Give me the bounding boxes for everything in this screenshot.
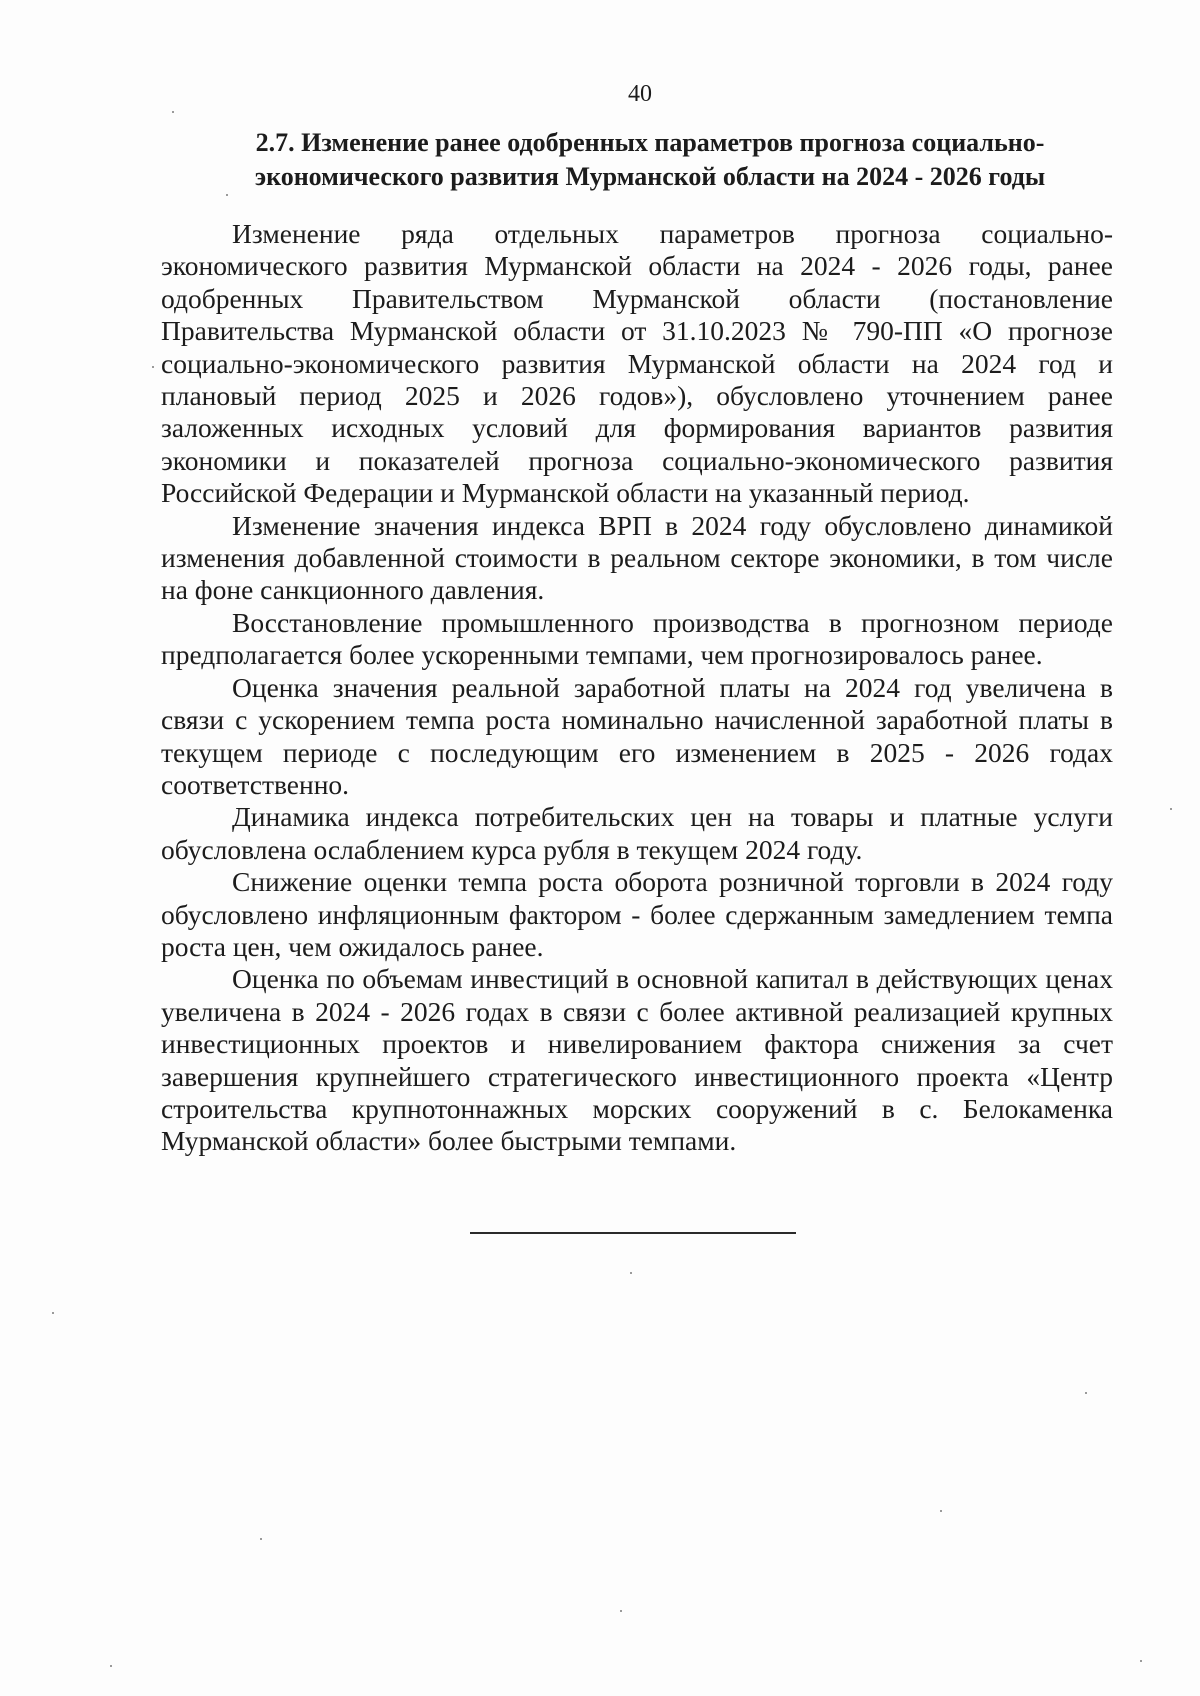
paragraph-industrial-production: Восстановление промышленного производства в прогнозном периоде предполагается более ускоренными темпами, чем прогнозировалось ранее. — [161, 606, 1113, 671]
scan-speck — [110, 1665, 112, 1667]
section-body — [161, 218, 1113, 1158]
page-number: 40 — [628, 81, 652, 107]
section-heading — [180, 126, 1120, 194]
section-title-line-2: экономического развития Мурманской области на 2024 - 2026 годы — [254, 162, 1046, 191]
scan-speck — [1140, 1660, 1142, 1662]
section-title-line-1: 2.7. Изменение ранее одобренных параметров прогноза социально- — [255, 128, 1045, 157]
scan-speck — [172, 111, 174, 113]
scan-speck — [52, 1312, 54, 1314]
paragraph-grp-index: Изменение значения индекса ВРП в 2024 году обусловлено динамикой изменения добавленной стоимости в реальном секторе экономики, в том числе на фоне санкционного давления. — [161, 509, 1113, 606]
scan-speck — [940, 1510, 942, 1512]
scan-speck — [226, 194, 228, 196]
scan-speck — [260, 1538, 262, 1540]
scan-speck — [1085, 1392, 1087, 1394]
end-of-section-rule — [470, 1232, 796, 1234]
paragraph-consumer-prices: Динамика индекса потребительских цен на товары и платные услуги обусловлена ослаблением курса рубля в текущем 2024 году. — [161, 801, 1113, 865]
paragraph-investments: Оценка по объемам инвестиций в основной капитал в действующих ценах увеличена в 2024 - 2026 годах в связи с более активной реализацией крупных инвестиционных проектов и нивелированием фактора снижения за счет завершения крупнейшего стратегического инвестиционного проекта «Центр строительства крупнотоннажных морских сооружений в с. Белокаменка Мурманской области» более быстрыми темпами. — [161, 963, 1113, 1157]
scan-speck — [152, 366, 154, 368]
paragraph-parameters-change: Изменение ряда отдельных параметров прогноза социально-экономического развития Мурманской области на 2024 - 2026 годы, ранее одобренных Правительством Мурманской области (постановление Правительства Мурманской области от 31.10.2023 № 790-ПП «О прогнозе социально-экономического развития Мурманской области на 2024 год и плановый период 2025 и 2026 годов»), обусловлено уточнением ранее заложенных исходных условий для формирования вариантов развития экономики и показателей прогноза социально-экономического развития Российской Федерации и Мурманской области на указанный период. — [161, 218, 1113, 509]
scan-speck — [620, 1610, 622, 1612]
scan-speck — [1170, 808, 1172, 810]
scan-speck — [630, 1272, 632, 1274]
paragraph-real-wages: Оценка значения реальной заработной платы на 2024 год увеличена в связи с ускорением темпа роста номинально начисленной заработной платы в текущем периоде с последующим его изменением в 2025 - 2026 годах соответственно. — [161, 671, 1113, 800]
paragraph-retail-trade: Снижение оценки темпа роста оборота розничной торговли в 2024 году обусловлено инфляционным фактором - более сдержанным замедлением темпа роста цен, чем ожидалось ранее. — [161, 866, 1113, 962]
